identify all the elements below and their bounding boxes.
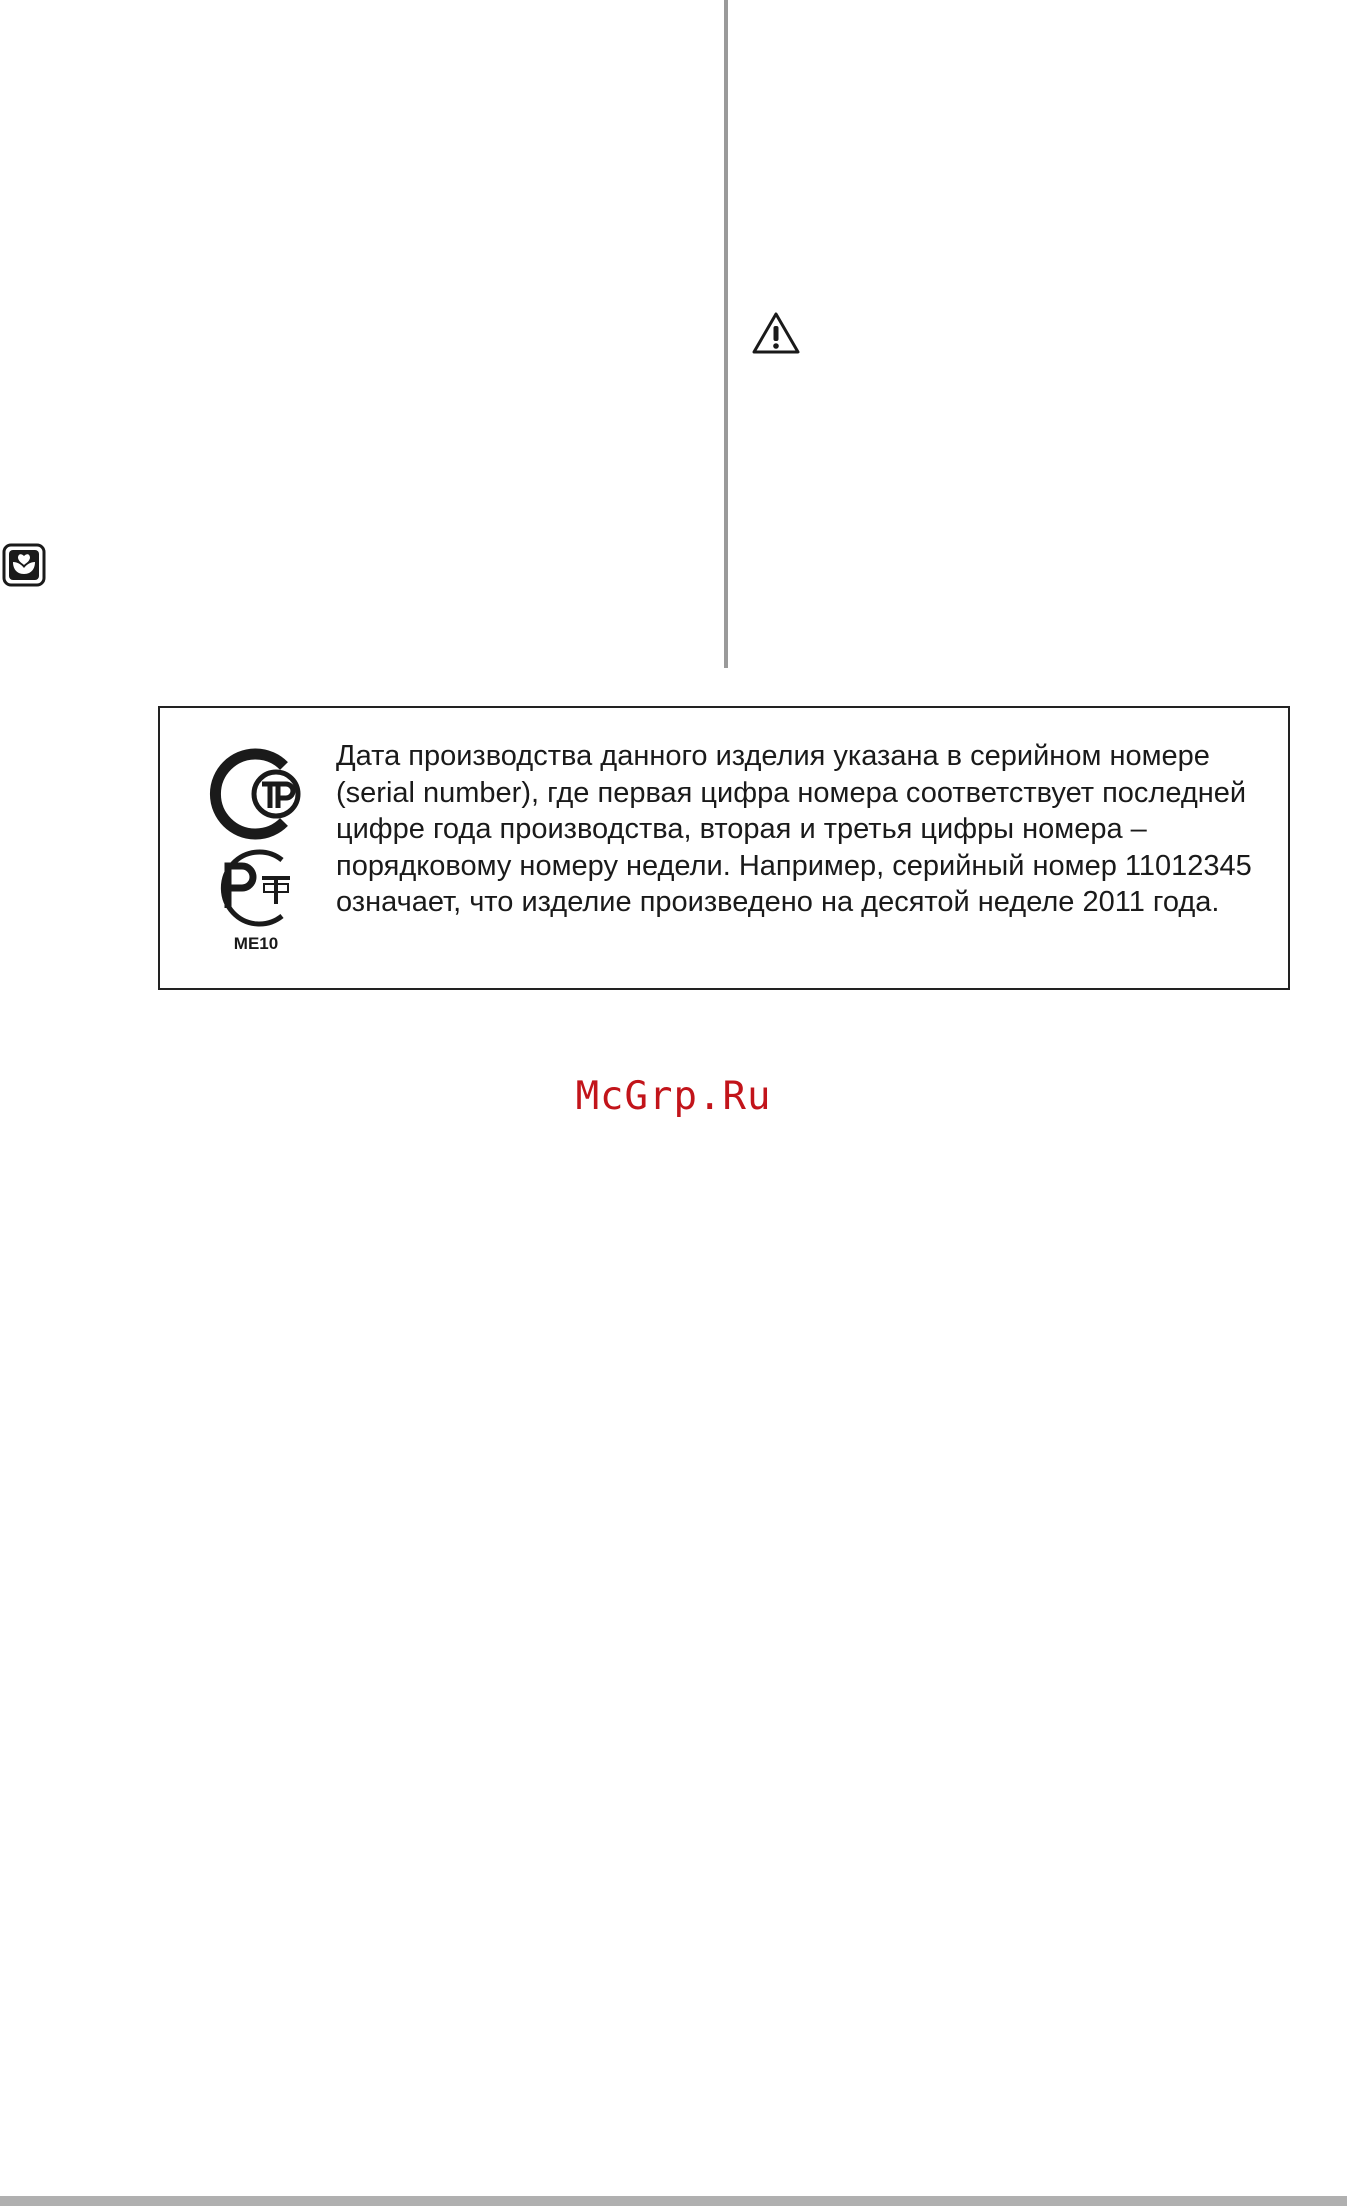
pct-icon (204, 848, 304, 928)
column-divider (724, 0, 728, 668)
watermark: McGrp.Ru (575, 1074, 772, 1119)
certification-code: ME10 (233, 934, 279, 953)
gost-tr-icon (204, 748, 304, 840)
warning-icon (750, 310, 802, 356)
manufacture-date-notice (158, 706, 1290, 990)
environment-icon (2, 543, 46, 587)
notice-text: Дата производства данного изделия указана в серийном номере (serial number), где первая цифра номера соответствует последней цифре года производства, вторая и третья цифры номера – порядковому номеру недели. Например, серийный номер 11012345 означает, что изделие произведено на десятой неделе 2011 года. (336, 740, 1252, 918)
footer-rule (0, 2196, 1347, 2206)
